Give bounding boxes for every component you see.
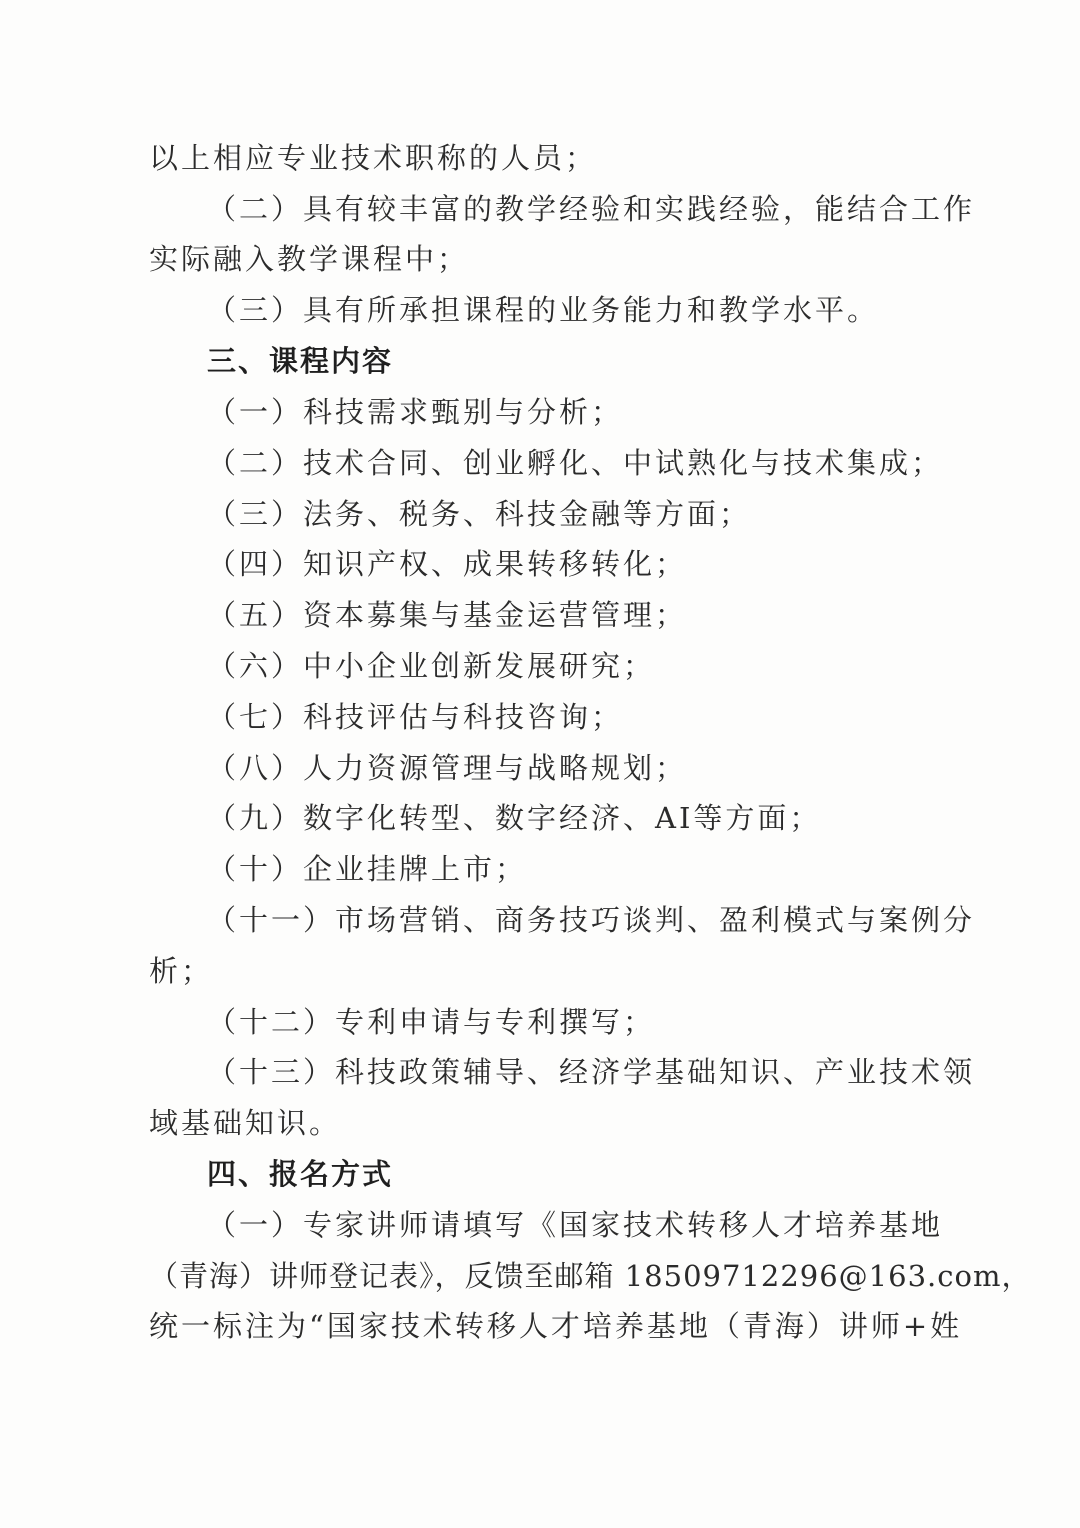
list-item: （十三）科技政策辅导、经济学基础知识、产业技术领: [207, 1055, 976, 1089]
list-item: （十）企业挂牌上市；: [207, 852, 528, 886]
list-item: （五）资本募集与基金运营管理；: [207, 598, 688, 632]
paragraph-line: （一）专家讲师请填写《国家技术转移人才培养基地: [207, 1208, 944, 1242]
section-heading: 四、报名方式: [207, 1157, 394, 1191]
list-item-continuation: 域基础知识。: [149, 1106, 342, 1140]
section-heading: 三、课程内容: [207, 344, 394, 378]
list-item: （六）中小企业创新发展研究；: [207, 649, 656, 683]
paragraph-line: 以上相应专业技术职称的人员；: [149, 141, 598, 175]
list-item: （八）人力资源管理与战略规划；: [207, 751, 688, 785]
paragraph-line: （三）具有所承担课程的业务能力和教学水平。: [207, 293, 880, 327]
list-item: （十二）专利申请与专利撰写；: [207, 1005, 656, 1039]
list-item: （二）技术合同、创业孵化、中试熟化与技术集成；: [207, 446, 944, 480]
list-item: （一）科技需求甄别与分析；: [207, 395, 624, 429]
list-item: （十一）市场营销、商务技巧谈判、盈利模式与案例分: [207, 903, 976, 937]
paragraph-line: 统一标注为“国家技术转移人才培养基地（青海）讲师+姓: [149, 1309, 963, 1343]
list-item: （七）科技评估与科技咨询；: [207, 700, 624, 734]
paragraph-line: （二）具有较丰富的教学经验和实践经验，能结合工作: [207, 192, 976, 226]
paragraph-line: 实际融入教学课程中；: [149, 242, 470, 276]
list-item-continuation: 析；: [149, 954, 214, 988]
list-item: （九）数字化转型、数字经济、AI等方面；: [207, 801, 822, 835]
list-item: （四）知识产权、成果转移转化；: [207, 547, 688, 581]
paragraph-line: （青海）讲师登记表》，反馈至邮箱 18509712296@163.com，: [149, 1259, 1032, 1293]
list-item: （三）法务、税务、科技金融等方面；: [207, 497, 752, 531]
